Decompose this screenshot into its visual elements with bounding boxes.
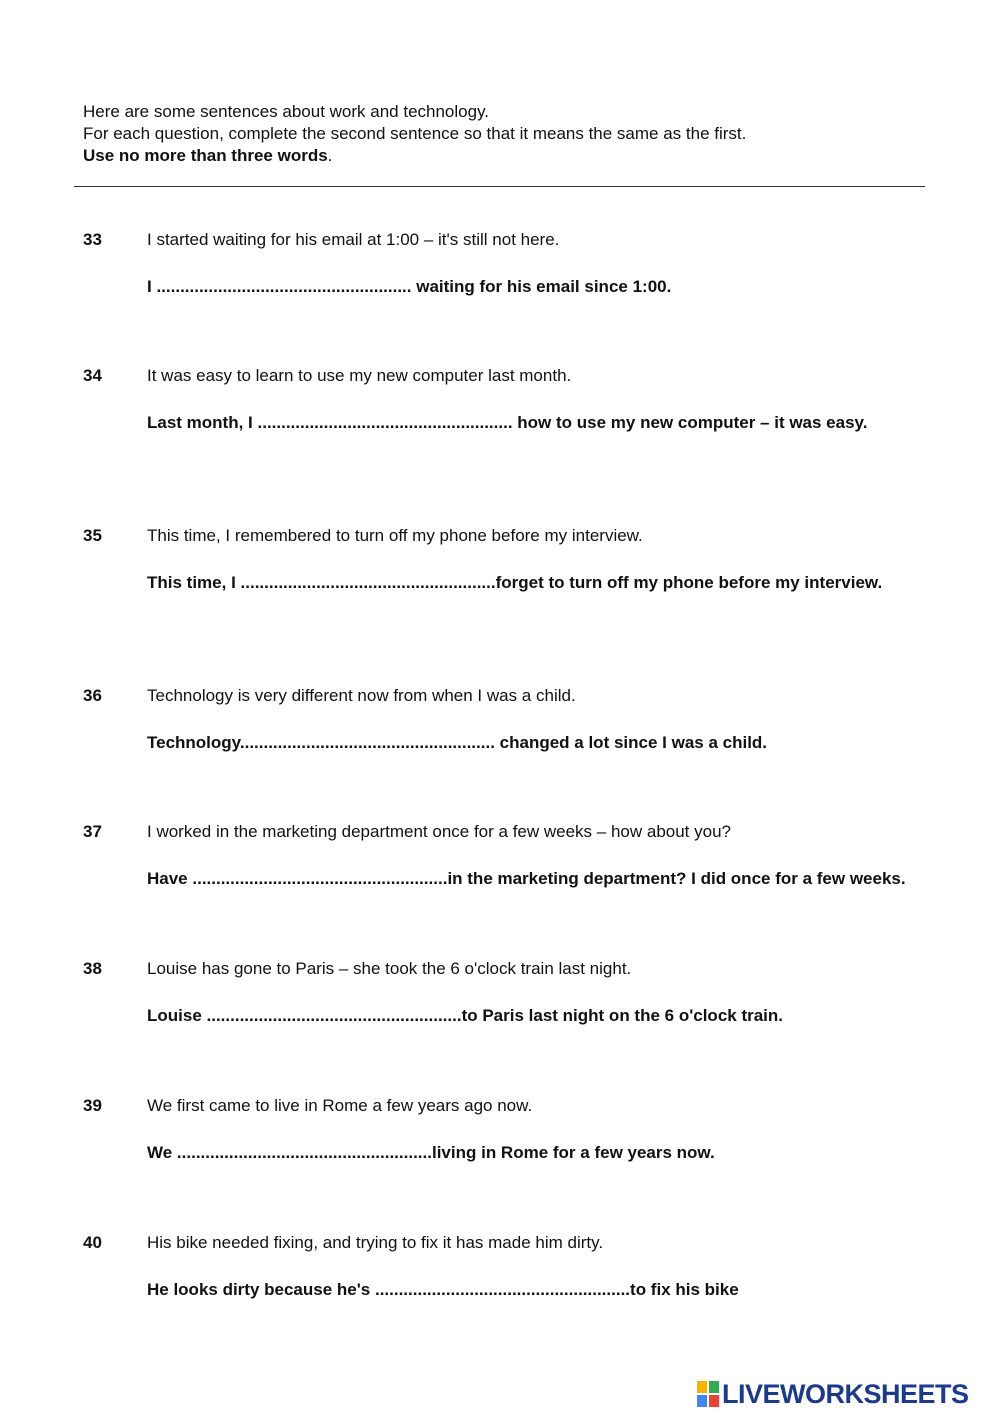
answer-before: He looks dirty because he's	[147, 1280, 375, 1299]
answer-after: in the marketing department? I did once for a few weeks.	[447, 869, 906, 888]
divider	[74, 186, 925, 187]
question-sentence: His bike needed fixing, and trying to fix it has made him dirty.	[147, 1233, 604, 1252]
answer-sentence	[147, 1278, 907, 1302]
answer-before: We	[147, 1143, 177, 1162]
answer-before: Have	[147, 869, 193, 888]
logo-square-2	[709, 1381, 719, 1393]
answer-sentence	[147, 1004, 907, 1028]
question-number: 34	[83, 366, 102, 385]
answer-before: Last month, I	[147, 413, 258, 432]
word-limit-period: .	[327, 146, 333, 165]
answer-sentence	[147, 275, 907, 299]
answer-before: Louise	[147, 1006, 207, 1025]
instructions-line-2: For each question, complete the second sentence so that it means the same as the first.	[83, 124, 747, 143]
instructions-line-3	[83, 145, 923, 167]
answer-sentence	[147, 411, 907, 435]
question-number: 35	[83, 526, 102, 545]
instructions	[83, 101, 923, 167]
word-limit-note: Use no more than three words	[83, 146, 328, 165]
question-sentence: It was easy to learn to use my new computer last month.	[147, 366, 572, 385]
answer-gap[interactable]: ......................................................	[257, 413, 513, 432]
answer-gap[interactable]: ......................................................	[192, 869, 448, 888]
answer-after: changed a lot since I was a child.	[494, 733, 768, 752]
logo-square-3	[697, 1395, 707, 1407]
question-sentence: I worked in the marketing department once for a few weeks – how about you?	[147, 822, 731, 841]
answer-sentence	[147, 867, 907, 891]
instructions-line-1: Here are some sentences about work and technology.	[83, 102, 490, 121]
answer-gap[interactable]: ......................................................	[206, 1006, 462, 1025]
answer-before: Technology	[147, 733, 240, 752]
question-number: 33	[83, 230, 102, 249]
question-number: 38	[83, 959, 102, 978]
question-number: 36	[83, 686, 102, 705]
answer-sentence	[147, 731, 907, 755]
answer-after: to fix his bike	[630, 1280, 739, 1299]
answer-gap[interactable]: ......................................................	[374, 1280, 631, 1299]
liveworksheets-logo[interactable]	[697, 1378, 969, 1410]
logo-square-1	[697, 1381, 707, 1393]
answer-before: I	[147, 277, 157, 296]
answer-after: waiting for his email since 1:00.	[411, 277, 672, 296]
answer-gap[interactable]: ......................................................	[239, 733, 495, 752]
logo-square-4	[709, 1395, 719, 1407]
question-number: 39	[83, 1096, 102, 1115]
question-sentence: We first came to live in Rome a few years ago now.	[147, 1096, 533, 1115]
logo-text: LIVEWORKSHEETS	[722, 1378, 969, 1409]
question-number: 40	[83, 1233, 102, 1252]
question-sentence: Louise has gone to Paris – she took the 6 o'clock train last night.	[147, 959, 632, 978]
answer-after: living in Rome for a few years now.	[431, 1143, 715, 1162]
answer-sentence	[147, 571, 907, 595]
answer-gap[interactable]: ......................................................	[156, 277, 412, 296]
answer-gap[interactable]: ......................................................	[240, 573, 496, 592]
question-sentence: This time, I remembered to turn off my phone before my interview.	[147, 526, 643, 545]
logo-icon	[697, 1381, 719, 1407]
answer-after: forget to turn off my phone before my interview.	[495, 573, 883, 592]
question-number: 37	[83, 822, 102, 841]
answer-gap[interactable]: ......................................................	[176, 1143, 432, 1162]
answer-after: how to use my new computer – it was easy.	[512, 413, 868, 432]
answer-after: to Paris last night on the 6 o'clock train.	[461, 1006, 784, 1025]
answer-before: This time, I	[147, 573, 241, 592]
answer-sentence	[147, 1141, 907, 1165]
question-sentence: Technology is very different now from when I was a child.	[147, 686, 576, 705]
question-sentence: I started waiting for his email at 1:00 – it's still not here.	[147, 230, 560, 249]
